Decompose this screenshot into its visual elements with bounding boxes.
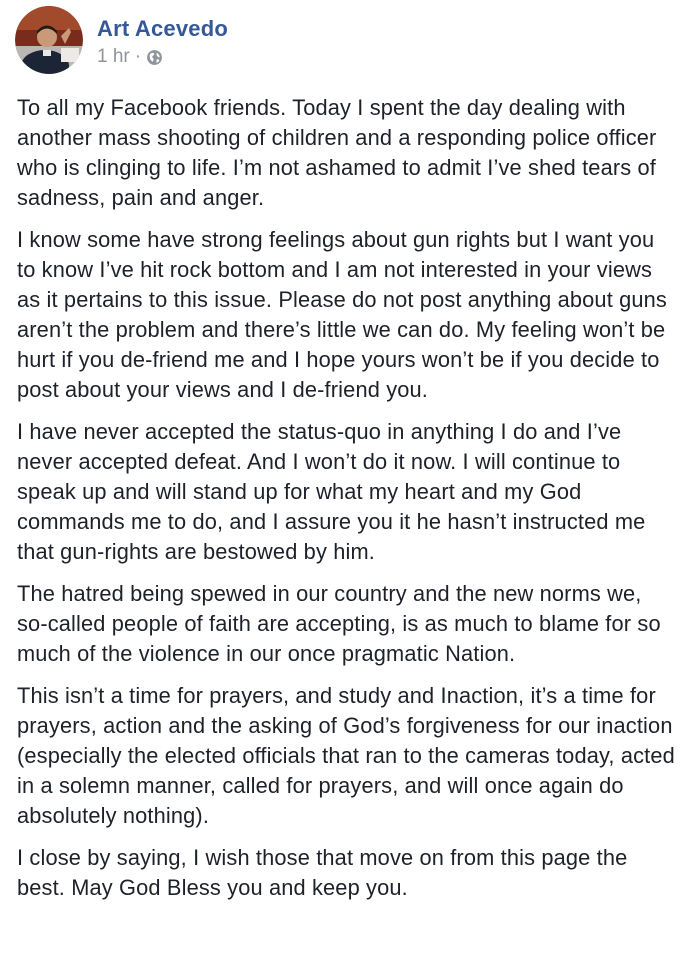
- post-header: [15, 6, 228, 78]
- post-paragraph: I close by saying, I wish those that move on from this page the best. May God Bless you and keep you.: [17, 845, 628, 900]
- post-paragraph: I have never accepted the status-quo in anything I do and I’ve never accepted defeat. And I won’t do it now. I will continue to speak up and will stand up for what my heart and my God commands me to do, and I assure you it he hasn’t instructed me that gun-rights are bestowed by him.: [17, 419, 646, 564]
- post-paragraph: The hatred being spewed in our country and the new norms we, so-called people of faith are accepting, is as much to blame for so much of the violence in our once pragmatic Nation.: [17, 581, 661, 666]
- post-paragraph: To all my Facebook friends. Today I spent the day dealing with another mass shooting of children and a responding police officer who is clinging to life. I’m not ashamed to admit I’ve shed tears of sadness, pain and anger.: [17, 95, 657, 210]
- meta-separator: ·: [134, 46, 142, 67]
- globe-icon[interactable]: [146, 49, 163, 66]
- post-header-text: [97, 6, 228, 68]
- post-timestamp[interactable]: 1 hr: [97, 46, 130, 67]
- post-paragraph: I know some have strong feelings about gun rights but I want you to know I’ve hit rock bottom and I am not interested in your views as it pertains to this issue. Please do not post anything about guns aren’t the problem and there’s little we can do. My feeling won’t be hurt if you de-friend me and I hope yours won’t be if you decide to post about your views and I de-friend you.: [17, 227, 667, 402]
- post-body: [17, 93, 677, 915]
- post-meta: [97, 46, 228, 68]
- author-name-link[interactable]: Art Acevedo: [97, 16, 228, 41]
- post-paragraph: This isn’t a time for prayers, and study and Inaction, it’s a time for prayers, action and the asking of God’s forgiveness for our inaction (especially the elected officials that ran to the cameras today, acted in a solemn manner, called for prayers, and will once again do absolutely nothing).: [17, 683, 675, 828]
- avatar[interactable]: [15, 6, 83, 74]
